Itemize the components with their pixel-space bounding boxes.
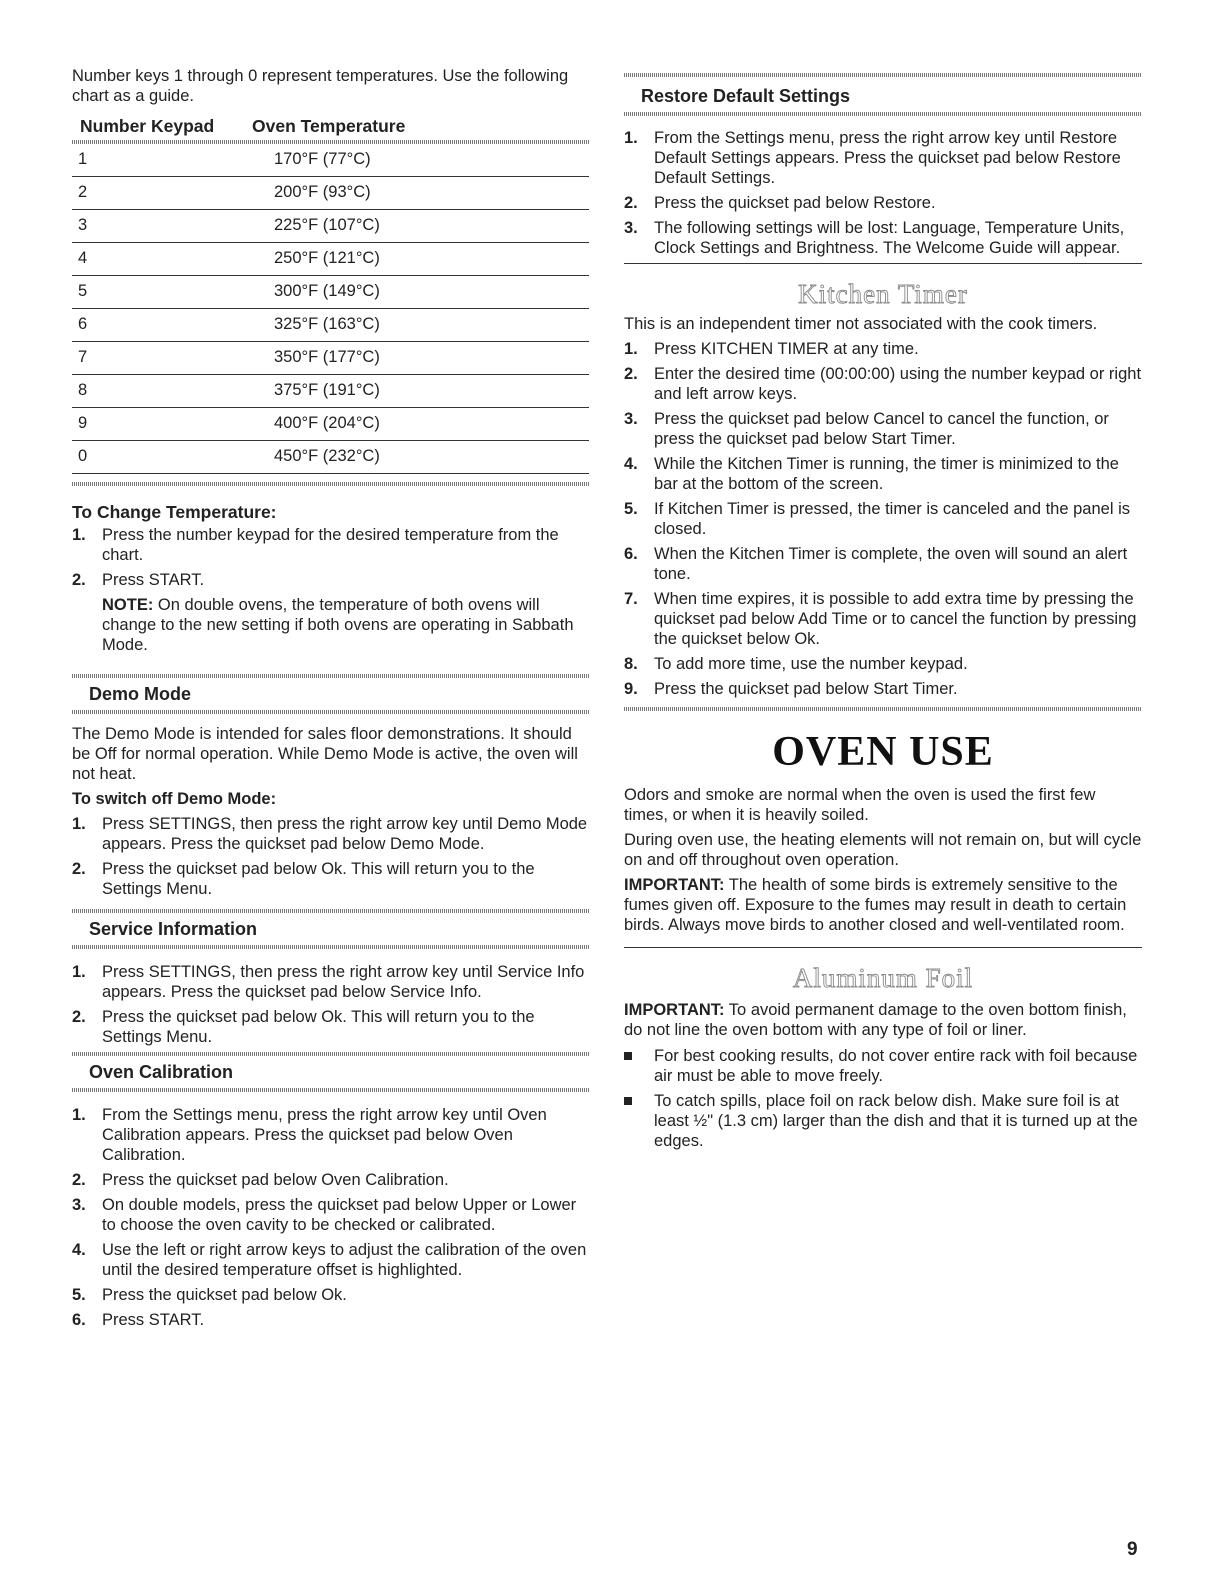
service-step-1: [72, 962, 590, 1002]
keypad-number-cell: 6: [72, 309, 244, 342]
restore-heading: Restore Default Settings: [641, 86, 851, 106]
foil-important-text: To avoid permanent damage to the oven bottom finish, do not line the oven bottom with any type of foil or liner.: [624, 1001, 1127, 1039]
table-row: [72, 210, 589, 243]
calibration-bottom-rule: [72, 1088, 590, 1092]
keypad-number-cell: 5: [72, 276, 244, 309]
calibration-step-6: [72, 1310, 590, 1330]
restore-step-3: [624, 218, 1142, 258]
aluminum-foil-heading: Aluminum Foil: [792, 963, 974, 993]
step-number: 2.: [624, 365, 638, 383]
service-heading: Service Information: [89, 919, 258, 939]
demo-steps: [72, 814, 590, 899]
keypad-number-cell: 4: [72, 243, 244, 276]
step-text: The following settings will be lost: Language, Temperature Units, Clock Settings and Brightness. The Welcome Guide will appear.: [654, 219, 1125, 257]
step-number: 5.: [72, 1286, 86, 1304]
step-text: Press START.: [102, 571, 205, 589]
step-text: Press KITCHEN TIMER at any time.: [654, 340, 919, 358]
change-temp-heading: To Change Temperature:: [72, 502, 277, 522]
step-number: 1.: [72, 1106, 86, 1124]
service-bottom-rule: [72, 945, 590, 949]
table-row: [72, 441, 589, 474]
keypad-number-cell: 0: [72, 441, 244, 474]
timer-intro: This is an independent timer not associated with the cook timers.: [624, 315, 1098, 333]
step-number: 1.: [72, 815, 86, 833]
step-text: Press the quickset pad below Restore.: [654, 194, 936, 212]
temperature-cell: 200°F (93°C): [244, 177, 589, 210]
step-text: From the Settings menu, press the right arrow key until Oven Calibration appears. Press the quickset pad below Oven Calibration.: [102, 1106, 547, 1164]
page-number: 9: [1127, 1539, 1138, 1560]
right-column: [624, 0, 1142, 1156]
temperature-cell: 225°F (107°C): [244, 210, 589, 243]
note-text: On double ovens, the temperature of both ovens will change to the new setting if both ovens are operating in Sabbath Mode.: [102, 596, 574, 654]
step-number: 9.: [624, 680, 638, 698]
table-row: [72, 177, 589, 210]
restore-steps: [624, 128, 1142, 258]
step-number: 2.: [72, 1171, 86, 1189]
keypad-number-cell: 8: [72, 375, 244, 408]
foil-important: [624, 1000, 1142, 1040]
temperature-cell: 325°F (163°C): [244, 309, 589, 342]
keypad-number-cell: 2: [72, 177, 244, 210]
table-row: [72, 144, 589, 177]
step-number: 2.: [72, 571, 86, 589]
left-column: [72, 0, 590, 1335]
table-row: [72, 309, 589, 342]
keypad-number-cell: 7: [72, 342, 244, 375]
demo-heading: Demo Mode: [89, 684, 192, 704]
temperature-cell: 300°F (149°C): [244, 276, 589, 309]
step-text: When the Kitchen Timer is complete, the oven will sound an alert tone.: [654, 545, 1128, 583]
demo-bottom-rule: [72, 710, 590, 714]
step-number: 1.: [72, 963, 86, 981]
step-text: When time expires, it is possible to add extra time by pressing the quickset pad below Add Time or to cancel the function by pressing the quickset below Ok.: [654, 590, 1137, 648]
oven-use-top-rule: [624, 707, 1142, 711]
temperature-cell: 375°F (191°C): [244, 375, 589, 408]
keypad-number-cell: 3: [72, 210, 244, 243]
step-text: Press the quickset pad below Oven Calibration.: [102, 1171, 449, 1189]
bullet-square-icon: [624, 1052, 632, 1060]
step-text: Press the quickset pad below Ok. This will return you to the Settings Menu.: [102, 1008, 535, 1046]
calibration-steps: [72, 1105, 590, 1330]
foil-important-label: IMPORTANT:: [624, 1001, 725, 1019]
step-text: Press SETTINGS, then press the right arrow key until Service Info appears. Press the quickset pad below Service Info.: [102, 963, 585, 1001]
service-step-2: [72, 1007, 590, 1047]
step-number: 3.: [72, 1196, 86, 1214]
service-steps: [72, 962, 590, 1047]
calibration-step-3: [72, 1195, 590, 1235]
important-text: The health of some birds is extremely sensitive to the fumes given off. Exposure to the fumes may result in death to certain birds. Always move birds to another closed and well-ventilated room.: [624, 876, 1127, 934]
step-text: From the Settings menu, press the right arrow key until Restore Default Settings appears. Press the quickset pad below Restore Default Settings.: [654, 129, 1121, 187]
restore-step-1: [624, 128, 1142, 188]
timer-step-3: [624, 409, 1142, 449]
step-text: Press the quickset pad below Start Timer.: [654, 680, 958, 698]
step-text: Press the quickset pad below Ok. This will return you to the Settings Menu.: [102, 860, 535, 898]
timer-step-7: [624, 589, 1142, 649]
restore-bottom-rule: [624, 112, 1142, 116]
table-bottom-rule: [72, 482, 590, 486]
calibration-step-5: [72, 1285, 590, 1305]
step-text: If Kitchen Timer is pressed, the timer is canceled and the panel is closed.: [654, 500, 1130, 538]
temperature-table: [72, 114, 589, 474]
timer-step-2: [624, 364, 1142, 404]
timer-step-8: [624, 654, 1142, 674]
intro-text: Number keys 1 through 0 represent temperatures. Use the following chart as a guide.: [72, 67, 569, 105]
header-number-keypad: Number Keypad: [80, 116, 215, 136]
kitchen-timer-heading: Kitchen Timer: [798, 279, 968, 309]
step-number: 4.: [624, 455, 638, 473]
table-row: [72, 243, 589, 276]
step-number: 4.: [72, 1241, 86, 1259]
change-temp-step-1: [72, 525, 590, 565]
timer-step-4: [624, 454, 1142, 494]
foil-bullets: [624, 1046, 1142, 1151]
demo-subheading: To switch off Demo Mode:: [72, 790, 277, 808]
step-text: While the Kitchen Timer is running, the timer is minimized to the bar at the bottom of the screen.: [654, 455, 1119, 493]
step-number: 7.: [624, 590, 638, 608]
header-oven-temperature: Oven Temperature: [252, 116, 406, 136]
step-text: Press the number keypad for the desired temperature from the chart.: [102, 526, 559, 564]
step-number: 1.: [624, 129, 638, 147]
temperature-cell: 350°F (177°C): [244, 342, 589, 375]
important-label: IMPORTANT:: [624, 876, 725, 894]
step-text: Enter the desired time (00:00:00) using the number keypad or right and left arrow keys.: [654, 365, 1142, 403]
step-text: Use the left or right arrow keys to adjust the calibration of the oven until the desired temperature offset is highlighted.: [102, 1241, 587, 1279]
step-number: 1.: [72, 526, 86, 544]
foil-bullet-2: To catch spills, place foil on rack below dish. Make sure foil is at least ½" (1.3 cm) larger than the dish and that it is turned up at the edges.: [654, 1092, 1138, 1150]
oven-use-title: OVEN USE: [772, 729, 994, 775]
oven-use-p2: During oven use, the heating elements will not remain on, but will cycle on and off throughout oven operation.: [624, 831, 1142, 869]
timer-top-rule: [624, 263, 1142, 264]
step-text: Press START.: [102, 1311, 205, 1329]
calibration-step-4: [72, 1240, 590, 1280]
foil-top-rule: [624, 947, 1142, 948]
step-number: 2.: [72, 860, 86, 878]
step-number: 3.: [624, 410, 638, 428]
change-temp-step-2: [72, 570, 590, 590]
step-number: 8.: [624, 655, 638, 673]
timer-step-1: [624, 339, 1142, 359]
step-number: 6.: [72, 1311, 86, 1329]
temperature-cell: 170°F (77°C): [244, 144, 589, 177]
demo-step-1: [72, 814, 590, 854]
step-text: Press SETTINGS, then press the right arrow key until Demo Mode appears. Press the quickset pad below Demo Mode.: [102, 815, 588, 853]
step-number: 1.: [624, 340, 638, 358]
step-text: To add more time, use the number keypad.: [654, 655, 968, 673]
table-header-row: [72, 114, 589, 140]
table-row: [72, 408, 589, 441]
step-number: 2.: [72, 1008, 86, 1026]
table-row: [72, 375, 589, 408]
oven-use-p1: Odors and smoke are normal when the oven is used the first few times, or when it is heavily soiled.: [624, 786, 1096, 824]
restore-step-2: [624, 193, 1142, 213]
step-number: 2.: [624, 194, 638, 212]
timer-steps: [624, 339, 1142, 699]
temperature-cell: 450°F (232°C): [244, 441, 589, 474]
oven-use-important: [624, 875, 1142, 935]
list-item: [624, 1046, 1142, 1086]
step-number: 5.: [624, 500, 638, 518]
list-item: [624, 1091, 1142, 1151]
temperature-cell: 250°F (121°C): [244, 243, 589, 276]
table-row: [72, 342, 589, 375]
step-text: Press the quickset pad below Ok.: [102, 1286, 347, 1304]
note-label: NOTE:: [102, 596, 154, 614]
timer-step-6: [624, 544, 1142, 584]
change-temp-steps: [72, 525, 590, 590]
calibration-step-2: [72, 1170, 590, 1190]
foil-bullet-1: For best cooking results, do not cover entire rack with foil because air must be able to move freely.: [654, 1047, 1138, 1085]
table-row: [72, 276, 589, 309]
timer-step-5: [624, 499, 1142, 539]
calibration-heading: Oven Calibration: [89, 1062, 234, 1082]
step-number: 6.: [624, 545, 638, 563]
timer-step-9: [624, 679, 1142, 699]
step-number: 3.: [624, 219, 638, 237]
keypad-number-cell: 1: [72, 144, 244, 177]
step-text: On double models, press the quickset pad below Upper or Lower to choose the oven cavity to be checked or calibrated.: [102, 1196, 577, 1234]
bullet-square-icon: [624, 1097, 632, 1105]
keypad-number-cell: 9: [72, 408, 244, 441]
step-text: Press the quickset pad below Cancel to cancel the function, or press the quickset pad below Start Timer.: [654, 410, 1109, 448]
temperature-cell: 400°F (204°C): [244, 408, 589, 441]
demo-body: The Demo Mode is intended for sales floor demonstrations. It should be Off for normal operation. While Demo Mode is active, the oven will not heat.: [72, 725, 578, 783]
change-temp-note: [72, 595, 590, 655]
demo-step-2: [72, 859, 590, 899]
calibration-step-1: [72, 1105, 590, 1165]
